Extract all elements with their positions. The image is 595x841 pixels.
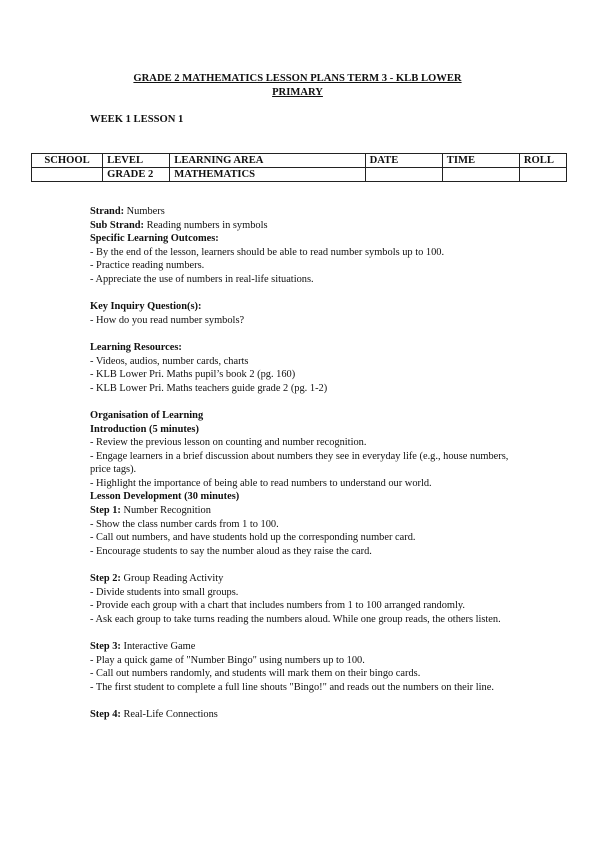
outcomes-heading: Specific Learning Outcomes: — [90, 233, 219, 245]
header-learning-area: LEARNING AREA — [170, 154, 365, 168]
resource-item: - Videos, audios, number cards, charts — [90, 355, 249, 367]
step2-label: Step 2: — [90, 573, 121, 585]
intro-item: - Highlight the importance of being able to read numbers to understand our world. — [90, 477, 432, 489]
step1-item: - Encourage students to say the number aloud as they raise the card. — [90, 545, 372, 557]
substrand-line — [90, 219, 510, 233]
header-date: DATE — [365, 154, 442, 168]
step4-title: Real-Life Connections — [120, 708, 218, 720]
table-header-row — [32, 154, 567, 168]
intro-item: - Review the previous lesson on counting and number recognition. — [90, 437, 367, 449]
cell-roll — [519, 168, 566, 182]
step2-line — [90, 572, 510, 586]
header-time: TIME — [442, 154, 519, 168]
lesson-info-table — [31, 153, 567, 182]
step4-line — [90, 708, 510, 722]
resources-heading: Learning Resources: — [90, 341, 182, 353]
cell-time — [442, 168, 519, 182]
outcome-item: - Appreciate the use of numbers in real-life situations. — [90, 273, 314, 285]
step1-item: - Show the class number cards from 1 to 100. — [90, 518, 279, 530]
step3-line — [90, 640, 510, 654]
cell-school — [32, 168, 103, 182]
inquiry-item: - How do you read number symbols? — [90, 314, 245, 326]
step1-item: - Call out numbers, and have students hold up the corresponding number card. — [90, 532, 416, 544]
resource-item: - KLB Lower Pri. Maths teachers guide grade 2 (pg. 1-2) — [90, 382, 328, 394]
step2-title: Group Reading Activity — [120, 573, 224, 585]
strand-line — [90, 205, 510, 219]
outcome-item: - Practice reading numbers. — [90, 260, 205, 272]
outcome-item: - By the end of the lesson, learners should be able to read number symbols up to 100. — [90, 246, 445, 258]
cell-learning-area: MATHEMATICS — [170, 168, 365, 182]
organisation-heading: Organisation of Learning — [90, 409, 204, 421]
week-lesson-heading: WEEK 1 LESSON 1 — [90, 114, 184, 125]
substrand-label: Sub Strand: — [90, 219, 144, 231]
title-line-1: GRADE 2 MATHEMATICS LESSON PLANS TERM 3 - KLB LOWER — [133, 73, 462, 84]
step2-item: - Ask each group to take turns reading the numbers aloud. While one group reads, the others listen. — [90, 613, 501, 625]
step4-label: Step 4: — [90, 708, 121, 720]
header-level: LEVEL — [103, 154, 170, 168]
header-school: SCHOOL — [32, 154, 103, 168]
strand-value: Numbers — [124, 206, 165, 217]
inquiry-heading: Key Inquiry Question(s): — [90, 301, 202, 313]
cell-level: GRADE 2 — [103, 168, 170, 182]
document-title — [100, 72, 495, 100]
table-data-row — [32, 168, 567, 182]
intro-item: - Engage learners in a brief discussion about numbers they see in everyday life (e.g., house numbers, price tags). — [90, 450, 509, 476]
step1-title: Number Recognition — [120, 505, 211, 517]
lesson-content — [90, 205, 510, 722]
step2-item: - Provide each group with a chart that includes numbers from 1 to 100 arranged randomly. — [90, 600, 466, 612]
introduction-heading: Introduction (5 minutes) — [90, 423, 199, 435]
development-heading: Lesson Development (30 minutes) — [90, 491, 240, 503]
header-roll: ROLL — [519, 154, 566, 168]
cell-date — [365, 168, 442, 182]
resource-item: - KLB Lower Pri. Maths pupil’s book 2 (pg. 160) — [90, 369, 296, 381]
strand-label: Strand: — [90, 206, 125, 217]
step1-label: Step 1: — [90, 505, 121, 517]
substrand-value: Reading numbers in symbols — [144, 219, 268, 231]
step3-item: - Play a quick game of "Number Bingo" using numbers up to 100. — [90, 654, 365, 666]
step3-item: - The first student to complete a full line shouts "Bingo!" and reads out the numbers on their line. — [90, 681, 494, 693]
step1-line — [90, 504, 510, 518]
title-line-2: PRIMARY — [272, 87, 323, 98]
step3-label: Step 3: — [90, 641, 121, 652]
step3-item: - Call out numbers randomly, and students will mark them on their bingo cards. — [90, 668, 421, 680]
step3-title: Interactive Game — [120, 641, 196, 652]
step2-item: - Divide students into small groups. — [90, 586, 239, 598]
